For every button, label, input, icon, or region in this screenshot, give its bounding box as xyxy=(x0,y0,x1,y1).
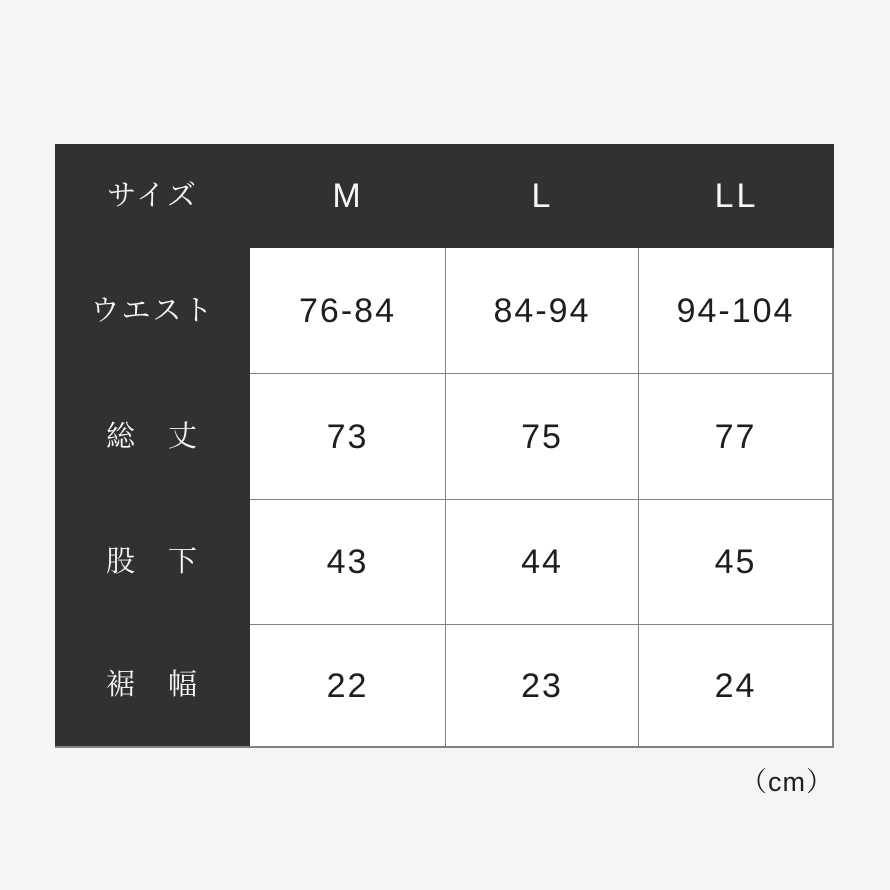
cell-total-length-ll: 77 xyxy=(639,374,834,500)
cell-waist-m: 76-84 xyxy=(250,248,446,374)
header-size-ll: LL xyxy=(639,144,834,248)
row-label-waist: ウエスト xyxy=(55,248,250,374)
cell-total-length-m: 73 xyxy=(250,374,446,500)
cell-waist-l: 84-94 xyxy=(446,248,639,374)
header-corner-size: サイズ xyxy=(55,144,250,248)
row-label-inseam: 股 下 xyxy=(55,500,250,625)
cell-inseam-l: 44 xyxy=(446,500,639,625)
header-size-l: L xyxy=(446,144,639,248)
row-label-hem-width: 裾 幅 xyxy=(55,625,250,748)
cell-waist-ll: 94-104 xyxy=(639,248,834,374)
size-chart-table xyxy=(55,144,834,748)
header-size-m: M xyxy=(250,144,446,248)
cell-inseam-ll: 45 xyxy=(639,500,834,625)
unit-label-cm: （cm） xyxy=(740,767,834,797)
cell-inseam-m: 43 xyxy=(250,500,446,625)
cell-total-length-l: 75 xyxy=(446,374,639,500)
row-label-total-length: 総 丈 xyxy=(55,374,250,500)
cell-hem-width-m: 22 xyxy=(250,625,446,748)
cell-hem-width-l: 23 xyxy=(446,625,639,748)
cell-hem-width-ll: 24 xyxy=(639,625,834,748)
